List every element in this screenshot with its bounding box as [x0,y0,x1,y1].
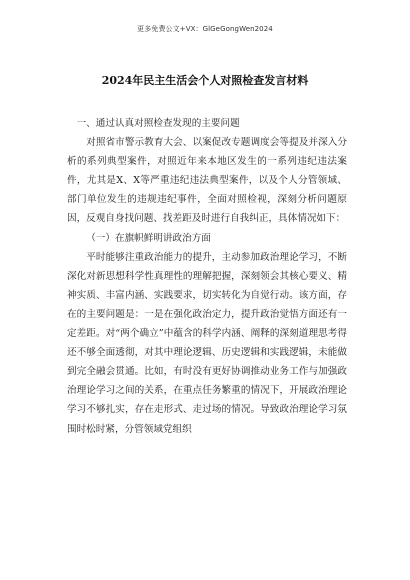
document-body [67,114,347,439]
page-header: 更多免费公文+VX：GlGeGongWen2024 [137,25,273,33]
section-heading: 一、通过认真对照检查发现的主要问题 [76,118,240,129]
intro-paragraph: 对照省市警示教育大会、以案促改专题调度会等提及并深入分析的系列典型案件，对照近年来本地区发生的一系列违纪违法案件，尤其是X、X等严重违纪违法典型案件，以及个人分管领域、部门单位发生的违规违纪事件，全面对照检视，深刻分析问题原因，反观自身找问题、找差距及时进行自我纠正，具体情况如下： [67,137,347,225]
document-title: 2024年民主生活会个人对照检查发言材料 [101,74,309,87]
body-paragraph: 平时能够注重政治能力的提升，主动参加政治理论学习，不断深化对新思想科学性真理性的理解把握，深刻领会其核心要义、精神实质、丰富内涵、实践要求，切实转化为自觉行动。该方面，存在的主要问题是：一是在强化政治定力，提升政治觉悟方面还有一定差距。对“两个确立”中蕴含的科学内涵、阐释的深刻道理思考得还不够全面透彻，对其中理论逻辑、历史逻辑和实践逻辑，未能做到完全融会贯通。比如，有时没有更好协调推动业务工作与加强政治理论学习之间的关系，在重点任务繁重的情况下，开展政治理论学习不够扎实，存在走形式、走过场的情况。导致政治理论学习氛围时松时紧，分管领域党组织 [67,251,347,435]
subsection-heading: （一）在旗帜鲜明讲政治方面 [86,232,211,244]
